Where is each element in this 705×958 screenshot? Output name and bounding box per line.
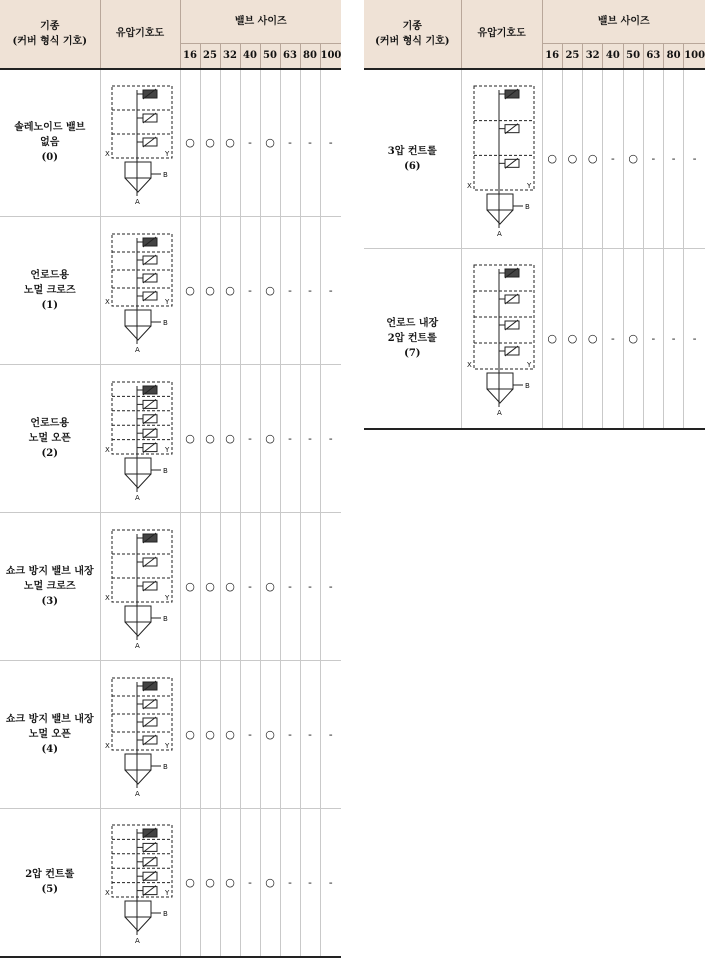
type-name bbox=[364, 249, 461, 429]
table-row bbox=[364, 69, 705, 249]
table-row bbox=[0, 365, 341, 513]
size-availability-100: - bbox=[320, 217, 341, 365]
size-32: 32 bbox=[220, 43, 240, 69]
type-name-line: 노멀 오픈 bbox=[28, 433, 71, 444]
type-name-line: 쇼크 방지 밸브 내장 bbox=[5, 714, 94, 725]
size-availability-100: - bbox=[320, 69, 341, 217]
port-b-label: B bbox=[163, 318, 168, 327]
port-a-label: A bbox=[135, 641, 140, 650]
size-63: 63 bbox=[643, 43, 663, 69]
port-x-label: X bbox=[105, 445, 110, 454]
port-x-label: X bbox=[105, 149, 110, 158]
size-availability-40: - bbox=[240, 69, 260, 217]
diagram-cell bbox=[100, 809, 180, 957]
size-100: 100 bbox=[320, 43, 341, 69]
port-y-label: Y bbox=[165, 445, 170, 454]
size-availability-100: - bbox=[320, 513, 341, 661]
size-availability-40: - bbox=[240, 217, 260, 365]
port-b-label: B bbox=[524, 202, 530, 211]
size-availability-80: - bbox=[300, 217, 320, 365]
type-header-title: 기종 bbox=[40, 20, 60, 32]
type-header-sub: (커버 형식 기호) bbox=[12, 35, 87, 47]
type-name-line: (3) bbox=[41, 596, 58, 607]
table-row bbox=[0, 217, 341, 365]
size-availability-50: ○ bbox=[260, 365, 280, 513]
port-a-label: A bbox=[135, 789, 140, 798]
size-availability-25: ○ bbox=[200, 365, 220, 513]
size-availability-80: - bbox=[300, 661, 320, 809]
size-16: 16 bbox=[542, 43, 562, 69]
type-name bbox=[0, 217, 100, 365]
size-availability-32: ○ bbox=[220, 69, 240, 217]
size-availability-32: ○ bbox=[220, 513, 240, 661]
right-table-clip bbox=[364, 0, 705, 440]
size-availability-16: ○ bbox=[180, 69, 200, 217]
size-availability-100: - bbox=[320, 661, 341, 809]
size-availability-40: - bbox=[240, 513, 260, 661]
size-availability-32: ○ bbox=[220, 365, 240, 513]
size-availability-25: ○ bbox=[200, 69, 220, 217]
diagram-cell bbox=[100, 217, 180, 365]
size-availability-80: - bbox=[300, 809, 320, 957]
size-50: 50 bbox=[260, 43, 280, 69]
size-availability-100: - bbox=[684, 69, 705, 249]
size-100: 100 bbox=[684, 43, 705, 69]
size-40: 40 bbox=[240, 43, 260, 69]
left-spec-table bbox=[0, 0, 341, 958]
port-x-label: X bbox=[466, 181, 472, 190]
type-name-line: 없음 bbox=[40, 137, 60, 149]
size-availability-25: ○ bbox=[562, 69, 582, 249]
type-name-line: (2) bbox=[41, 448, 58, 459]
type-name-line: 솔레노이드 밸브 bbox=[14, 122, 86, 134]
size-availability-16: ○ bbox=[542, 69, 562, 249]
type-name-line: (4) bbox=[41, 744, 58, 755]
type-name bbox=[0, 365, 100, 513]
size-16: 16 bbox=[180, 43, 200, 69]
size-availability-32: ○ bbox=[220, 809, 240, 957]
type-name-line: (0) bbox=[41, 152, 58, 164]
size-availability-16: ○ bbox=[180, 365, 200, 513]
size-availability-25: ○ bbox=[200, 513, 220, 661]
size-availability-32: ○ bbox=[220, 217, 240, 365]
port-x-label: X bbox=[105, 889, 110, 898]
type-name bbox=[0, 661, 100, 809]
size-availability-50: ○ bbox=[260, 513, 280, 661]
type-header-title: 기종 bbox=[402, 20, 422, 32]
size-32: 32 bbox=[583, 43, 603, 69]
table-row bbox=[364, 249, 705, 429]
size-availability-16: ○ bbox=[180, 513, 200, 661]
hydraulic-diagram bbox=[103, 672, 177, 798]
type-name-line: (6) bbox=[404, 160, 421, 172]
size-availability-25: ○ bbox=[200, 217, 220, 365]
size-availability-40: - bbox=[603, 249, 623, 429]
size-availability-32: ○ bbox=[220, 661, 240, 809]
type-header-sub: (커버 형식 기호) bbox=[375, 35, 450, 47]
table-row bbox=[0, 809, 341, 957]
size-availability-16: ○ bbox=[542, 249, 562, 429]
size-availability-100: - bbox=[320, 365, 341, 513]
size-availability-40: - bbox=[603, 69, 623, 249]
table-row bbox=[0, 69, 341, 217]
hydraulic-diagram bbox=[103, 376, 177, 502]
size-availability-32: ○ bbox=[583, 69, 603, 249]
table-row bbox=[0, 513, 341, 661]
size-availability-63: - bbox=[280, 513, 300, 661]
port-y-label: Y bbox=[165, 593, 170, 602]
port-x-label: X bbox=[105, 741, 110, 750]
size-80: 80 bbox=[663, 43, 683, 69]
size-availability-16: ○ bbox=[180, 217, 200, 365]
type-name-line: 노멀 크로즈 bbox=[23, 285, 76, 296]
port-y-label: Y bbox=[165, 297, 170, 306]
port-b-label: B bbox=[163, 614, 168, 623]
size-availability-50: ○ bbox=[260, 661, 280, 809]
type-name bbox=[364, 69, 461, 249]
diagram-cell bbox=[100, 365, 180, 513]
port-b-label: B bbox=[163, 466, 168, 475]
port-a-label: A bbox=[496, 229, 502, 238]
diagram-cell bbox=[461, 69, 542, 249]
port-a-label: A bbox=[135, 345, 140, 354]
port-b-label: B bbox=[524, 382, 530, 391]
type-name-line: 2압 컨트롤 bbox=[25, 869, 75, 881]
type-name-line: (1) bbox=[41, 300, 58, 311]
hydraulic-diagram bbox=[465, 259, 539, 417]
size-availability-32: ○ bbox=[583, 249, 603, 429]
size-80: 80 bbox=[300, 43, 320, 69]
port-b-label: B bbox=[163, 170, 168, 179]
type-header bbox=[0, 0, 100, 69]
diagram-header: 유압기호도 bbox=[461, 0, 542, 69]
size-availability-80: - bbox=[300, 365, 320, 513]
size-50: 50 bbox=[623, 43, 643, 69]
port-y-label: Y bbox=[526, 181, 531, 190]
size-availability-80: - bbox=[663, 69, 683, 249]
type-name-line: 언로드용 bbox=[30, 270, 70, 281]
port-y-label: Y bbox=[526, 361, 531, 370]
size-availability-25: ○ bbox=[200, 809, 220, 957]
port-b-label: B bbox=[163, 910, 168, 919]
size-availability-40: - bbox=[240, 365, 260, 513]
size-availability-63: - bbox=[280, 809, 300, 957]
diagram-cell bbox=[461, 249, 542, 429]
type-name-line: 노멀 오픈 bbox=[28, 729, 71, 740]
hydraulic-diagram bbox=[465, 80, 539, 238]
size-availability-63: - bbox=[643, 249, 663, 429]
type-name-line: 쇼크 방지 밸브 내장 bbox=[5, 566, 94, 577]
port-b-label: B bbox=[163, 762, 168, 771]
size-availability-50: ○ bbox=[260, 809, 280, 957]
size-availability-80: - bbox=[663, 249, 683, 429]
size-availability-50: ○ bbox=[623, 249, 643, 429]
type-name-line: 노멀 크로즈 bbox=[23, 581, 76, 592]
size-availability-63: - bbox=[643, 69, 663, 249]
size-availability-63: - bbox=[280, 365, 300, 513]
port-a-label: A bbox=[135, 197, 140, 206]
hydraulic-diagram bbox=[103, 819, 177, 945]
size-availability-16: ○ bbox=[180, 661, 200, 809]
size-40: 40 bbox=[603, 43, 623, 69]
size-availability-16: ○ bbox=[180, 809, 200, 957]
size-availability-50: ○ bbox=[623, 69, 643, 249]
size-availability-40: - bbox=[240, 661, 260, 809]
size-availability-25: ○ bbox=[200, 661, 220, 809]
table-row bbox=[0, 661, 341, 809]
hydraulic-diagram bbox=[103, 228, 177, 354]
type-name-line: 언로드 내장 bbox=[386, 317, 439, 329]
type-name-line: 언로드용 bbox=[30, 418, 70, 429]
size-header: 밸브 사이즈 bbox=[542, 0, 705, 43]
size-availability-80: - bbox=[300, 513, 320, 661]
right-spec-table bbox=[364, 0, 705, 430]
port-a-label: A bbox=[496, 409, 502, 418]
size-availability-63: - bbox=[280, 217, 300, 365]
size-availability-50: ○ bbox=[260, 217, 280, 365]
size-availability-80: - bbox=[300, 69, 320, 217]
size-availability-40: - bbox=[240, 809, 260, 957]
size-25: 25 bbox=[562, 43, 582, 69]
hydraulic-diagram bbox=[103, 80, 177, 206]
port-y-label: Y bbox=[165, 741, 170, 750]
type-header bbox=[364, 0, 461, 69]
size-63: 63 bbox=[280, 43, 300, 69]
diagram-cell bbox=[100, 69, 180, 217]
size-25: 25 bbox=[200, 43, 220, 69]
type-name bbox=[0, 513, 100, 661]
port-a-label: A bbox=[135, 937, 140, 946]
size-availability-25: ○ bbox=[562, 249, 582, 429]
size-header: 밸브 사이즈 bbox=[180, 0, 341, 43]
port-x-label: X bbox=[105, 593, 110, 602]
port-x-label: X bbox=[105, 297, 110, 306]
size-availability-63: - bbox=[280, 661, 300, 809]
type-name-line: (5) bbox=[41, 884, 58, 896]
hydraulic-diagram bbox=[103, 524, 177, 650]
diagram-header: 유압기호도 bbox=[100, 0, 180, 69]
type-name-line: (7) bbox=[404, 347, 421, 359]
diagram-cell bbox=[100, 661, 180, 809]
type-name bbox=[0, 69, 100, 217]
size-availability-100: - bbox=[684, 249, 705, 429]
port-a-label: A bbox=[135, 493, 140, 502]
port-y-label: Y bbox=[165, 889, 170, 898]
size-availability-100: - bbox=[320, 809, 341, 957]
type-name-line: 2압 컨트롤 bbox=[387, 332, 437, 344]
port-y-label: Y bbox=[165, 149, 170, 158]
type-name-line: 3압 컨트롤 bbox=[387, 145, 437, 157]
diagram-cell bbox=[100, 513, 180, 661]
size-availability-63: - bbox=[280, 69, 300, 217]
size-availability-50: ○ bbox=[260, 69, 280, 217]
port-x-label: X bbox=[466, 361, 472, 370]
type-name bbox=[0, 809, 100, 957]
